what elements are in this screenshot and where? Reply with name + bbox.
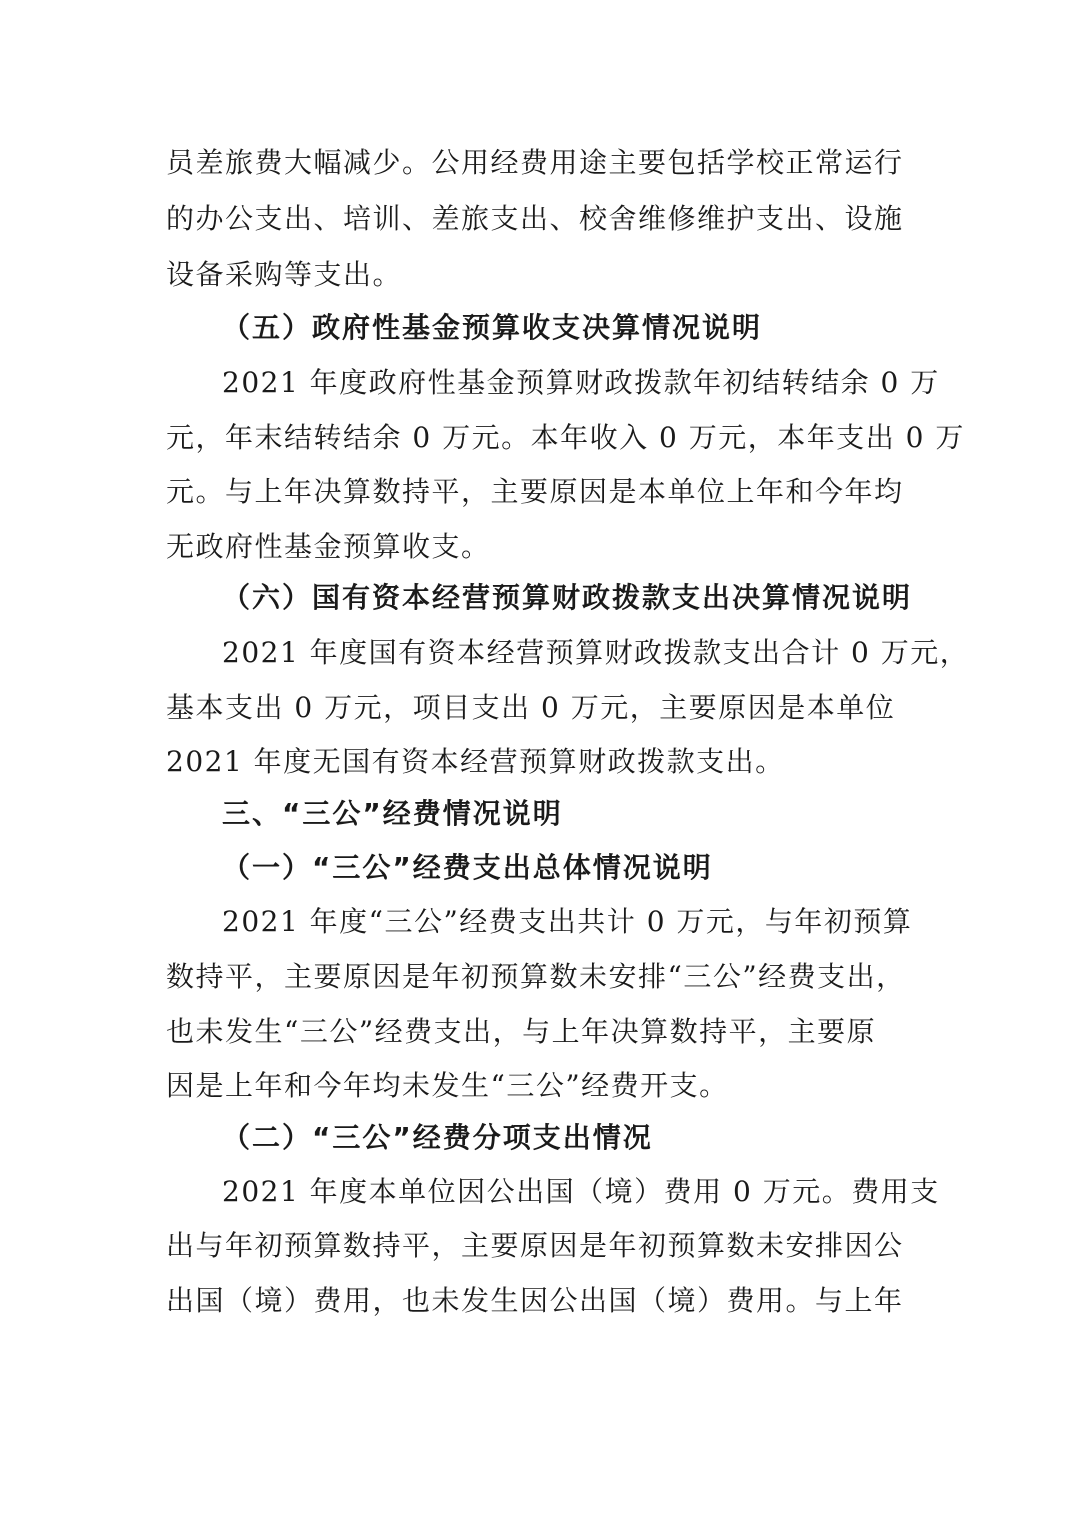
text-line: 元，年末结转结余 0 万元。本年收入 0 万元，本年支出 0 万 (166, 421, 965, 454)
text-line: 的办公支出、培训、差旅支出、校舍维修维护支出、设施 (166, 202, 904, 235)
text-line: 2021 年度“三公”经费支出共计 0 万元，与年初预算 (222, 905, 913, 938)
text-line: 设备采购等支出。 (166, 258, 403, 291)
text-line: 2021 年度政府性基金预算财政拨款年初结转结余 0 万 (222, 366, 940, 399)
text-line: 2021 年度国有资本经营预算财政拨款支出合计 0 万元， (222, 636, 970, 669)
text-line: 员差旅费大幅减少。公用经费用途主要包括学校正常运行 (166, 146, 904, 179)
section-three-public: 三、“三公”经费情况说明 (222, 797, 563, 830)
heading-state-capital: （六）国有资本经营预算财政拨款支出决算情况说明 (222, 581, 913, 614)
text-line: 基本支出 0 万元，项目支出 0 万元，主要原因是本单位 (166, 691, 896, 724)
heading-three-public-itemized: （二）“三公”经费分项支出情况 (222, 1121, 653, 1154)
text-line: 出与年初预算数持平，主要原因是年初预算数未安排因公 (166, 1229, 904, 1262)
heading-government-fund: （五）政府性基金预算收支决算情况说明 (222, 311, 763, 344)
heading-three-public-overall: （一）“三公”经费支出总体情况说明 (222, 851, 713, 884)
text-line: 无政府性基金预算收支。 (166, 530, 491, 563)
text-line: 2021 年度无国有资本经营预算财政拨款支出。 (166, 745, 785, 778)
text-line: 2021 年度本单位因公出国（境）费用 0 万元。费用支 (222, 1175, 940, 1208)
text-line: 出国（境）费用，也未发生因公出国（境）费用。与上年 (166, 1284, 904, 1317)
text-line: 因是上年和今年均未发生“三公”经费开支。 (166, 1069, 729, 1102)
text-line: 元。与上年决算数持平，主要原因是本单位上年和今年均 (166, 475, 904, 508)
text-line: 数持平，主要原因是年初预算数未安排“三公”经费支出， (166, 960, 906, 993)
text-line: 也未发生“三公”经费支出，与上年决算数持平，主要原 (166, 1015, 877, 1048)
